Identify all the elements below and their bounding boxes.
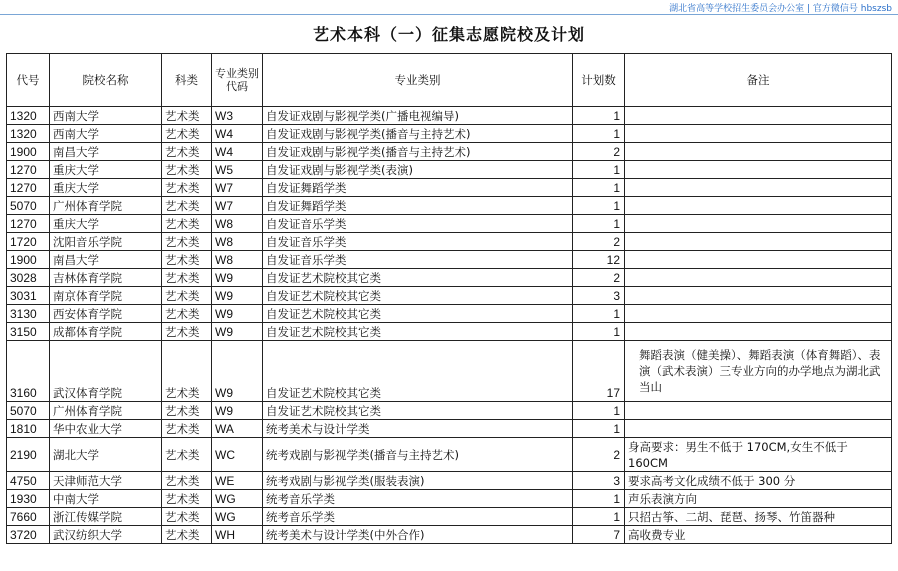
row-college: 南昌大学	[50, 251, 162, 269]
row-code: 1930	[7, 490, 50, 508]
row-category-code: WC	[212, 438, 263, 472]
row-subject: 艺术类	[162, 197, 212, 215]
row-subject: 艺术类	[162, 305, 212, 323]
row-plan: 1	[573, 161, 625, 179]
row-plan: 7	[573, 526, 625, 544]
row-subject: 艺术类	[162, 287, 212, 305]
table-row	[7, 269, 892, 287]
row-plan: 2	[573, 438, 625, 472]
row-note	[625, 107, 892, 125]
row-subject: 艺术类	[162, 125, 212, 143]
row-note	[625, 233, 892, 251]
row-category-code: W9	[212, 402, 263, 420]
row-subject: 艺术类	[162, 508, 212, 526]
row-major: 自发证艺术院校其它类	[263, 341, 573, 402]
row-plan: 1	[573, 490, 625, 508]
row-note	[625, 287, 892, 305]
row-category-code: WA	[212, 420, 263, 438]
row-note: 舞蹈表演（健美操）、舞蹈表演（体育舞蹈）、表演（武术表演）三专业方向的办学地点为湖北武当山	[625, 341, 892, 402]
row-plan: 3	[573, 472, 625, 490]
table-row	[7, 215, 892, 233]
table-row	[7, 341, 892, 402]
row-category-code: W9	[212, 323, 263, 341]
row-major: 自发证艺术院校其它类	[263, 269, 573, 287]
row-major: 自发证舞蹈学类	[263, 197, 573, 215]
row-note	[625, 305, 892, 323]
row-plan: 2	[573, 233, 625, 251]
row-code: 1900	[7, 143, 50, 161]
row-plan: 1	[573, 323, 625, 341]
row-major: 自发证戏剧与影视学类(播音与主持艺术)	[263, 125, 573, 143]
row-category-code: W9	[212, 341, 263, 402]
row-subject: 艺术类	[162, 490, 212, 508]
row-note: 高收费专业	[625, 526, 892, 544]
row-code: 3028	[7, 269, 50, 287]
row-college: 广州体育学院	[50, 402, 162, 420]
header-plan: 计划数	[573, 54, 625, 107]
row-subject: 艺术类	[162, 402, 212, 420]
row-code: 3031	[7, 287, 50, 305]
row-plan: 2	[573, 143, 625, 161]
row-subject: 艺术类	[162, 438, 212, 472]
header-category-code: 专业类别代码	[212, 54, 263, 107]
row-plan: 1	[573, 508, 625, 526]
row-code: 1270	[7, 215, 50, 233]
row-note	[625, 179, 892, 197]
row-subject: 艺术类	[162, 341, 212, 402]
table-row	[7, 402, 892, 420]
row-major: 自发证戏剧与影视学类(播音与主持艺术)	[263, 143, 573, 161]
row-category-code: W9	[212, 269, 263, 287]
row-subject: 艺术类	[162, 251, 212, 269]
row-note	[625, 215, 892, 233]
row-college: 重庆大学	[50, 179, 162, 197]
row-college: 西安体育学院	[50, 305, 162, 323]
row-plan: 1	[573, 215, 625, 233]
row-category-code: W8	[212, 251, 263, 269]
row-major: 统考戏剧与影视学类(播音与主持艺术)	[263, 438, 573, 472]
row-category-code: W7	[212, 179, 263, 197]
row-college: 重庆大学	[50, 215, 162, 233]
row-note	[625, 161, 892, 179]
row-plan: 1	[573, 107, 625, 125]
row-college: 浙江传媒学院	[50, 508, 162, 526]
row-code: 5070	[7, 402, 50, 420]
row-code: 3160	[7, 341, 50, 402]
row-category-code: W4	[212, 125, 263, 143]
row-major: 自发证戏剧与影视学类(表演)	[263, 161, 573, 179]
row-note: 身高要求：男生不低于 170CM,女生不低于 160CM	[625, 438, 892, 472]
row-subject: 艺术类	[162, 526, 212, 544]
table-row	[7, 179, 892, 197]
top-divider	[0, 14, 898, 15]
row-college: 吉林体育学院	[50, 269, 162, 287]
header-note: 备注	[625, 54, 892, 107]
row-college: 武汉纺织大学	[50, 526, 162, 544]
page-title: 艺术本科（一）征集志愿院校及计划	[312, 25, 585, 44]
table-row	[7, 161, 892, 179]
table-row	[7, 323, 892, 341]
table-row	[7, 107, 892, 125]
row-major: 自发证艺术院校其它类	[263, 323, 573, 341]
table-row	[7, 508, 892, 526]
publisher-line: 湖北省高等学校招生委员会办公室 | 官方微信号 hbszsb	[669, 4, 892, 14]
row-subject: 艺术类	[162, 472, 212, 490]
table-row	[7, 490, 892, 508]
table-row	[7, 420, 892, 438]
row-plan: 2	[573, 269, 625, 287]
row-college: 南昌大学	[50, 143, 162, 161]
row-plan: 1	[573, 125, 625, 143]
row-plan: 1	[573, 179, 625, 197]
table-row	[7, 125, 892, 143]
row-major: 自发证舞蹈学类	[263, 179, 573, 197]
row-subject: 艺术类	[162, 420, 212, 438]
row-major: 自发证音乐学类	[263, 251, 573, 269]
row-category-code: W9	[212, 305, 263, 323]
row-major: 自发证戏剧与影视学类(广播电视编导)	[263, 107, 573, 125]
row-plan: 1	[573, 197, 625, 215]
row-note	[625, 323, 892, 341]
row-category-code: WE	[212, 472, 263, 490]
table-header-row	[7, 54, 892, 107]
row-college: 广州体育学院	[50, 197, 162, 215]
row-note: 只招古筝、二胡、琵琶、扬琴、竹笛器种	[625, 508, 892, 526]
header-code: 代号	[7, 54, 50, 107]
row-major: 自发证艺术院校其它类	[263, 305, 573, 323]
row-code: 1900	[7, 251, 50, 269]
row-note	[625, 402, 892, 420]
row-category-code: WG	[212, 490, 263, 508]
table-body	[7, 107, 892, 544]
row-category-code: W5	[212, 161, 263, 179]
row-code: 5070	[7, 197, 50, 215]
row-category-code: W8	[212, 215, 263, 233]
row-major: 自发证艺术院校其它类	[263, 402, 573, 420]
row-code: 3150	[7, 323, 50, 341]
table-row	[7, 197, 892, 215]
row-category-code: W4	[212, 143, 263, 161]
row-code: 1270	[7, 161, 50, 179]
row-subject: 艺术类	[162, 233, 212, 251]
row-category-code: W8	[212, 233, 263, 251]
row-subject: 艺术类	[162, 269, 212, 287]
row-note: 要求高考文化成绩不低于 300 分	[625, 472, 892, 490]
row-major: 统考戏剧与影视学类(服装表演)	[263, 472, 573, 490]
row-subject: 艺术类	[162, 161, 212, 179]
row-note	[625, 269, 892, 287]
header-subject: 科类	[162, 54, 212, 107]
row-code: 1320	[7, 125, 50, 143]
row-major: 统考音乐学类	[263, 490, 573, 508]
row-major: 统考音乐学类	[263, 508, 573, 526]
table-row	[7, 305, 892, 323]
row-note: 声乐表演方向	[625, 490, 892, 508]
row-code: 7660	[7, 508, 50, 526]
row-major: 自发证音乐学类	[263, 215, 573, 233]
row-college: 湖北大学	[50, 438, 162, 472]
row-college: 武汉体育学院	[50, 341, 162, 402]
row-code: 3130	[7, 305, 50, 323]
row-plan: 3	[573, 287, 625, 305]
header-college: 院校名称	[50, 54, 162, 107]
row-college: 沈阳音乐学院	[50, 233, 162, 251]
row-subject: 艺术类	[162, 179, 212, 197]
row-category-code: W9	[212, 287, 263, 305]
plan-table	[6, 53, 892, 544]
row-major: 统考美术与设计学类(中外合作)	[263, 526, 573, 544]
table-row	[7, 438, 892, 472]
row-code: 1810	[7, 420, 50, 438]
table-row	[7, 143, 892, 161]
table-row	[7, 251, 892, 269]
row-college: 南京体育学院	[50, 287, 162, 305]
row-plan: 1	[573, 402, 625, 420]
row-code: 1270	[7, 179, 50, 197]
row-note	[625, 143, 892, 161]
row-subject: 艺术类	[162, 215, 212, 233]
row-college: 成都体育学院	[50, 323, 162, 341]
row-note	[625, 251, 892, 269]
row-major: 统考美术与设计学类	[263, 420, 573, 438]
top-bar	[0, 0, 898, 15]
row-category-code: WH	[212, 526, 263, 544]
row-major: 自发证艺术院校其它类	[263, 287, 573, 305]
row-note	[625, 420, 892, 438]
row-major: 自发证音乐学类	[263, 233, 573, 251]
row-plan: 12	[573, 251, 625, 269]
row-plan: 17	[573, 341, 625, 402]
table-row	[7, 472, 892, 490]
header-major: 专业类别	[263, 54, 573, 107]
row-category-code: W3	[212, 107, 263, 125]
row-category-code: W7	[212, 197, 263, 215]
row-note	[625, 125, 892, 143]
row-college: 中南大学	[50, 490, 162, 508]
row-college: 西南大学	[50, 125, 162, 143]
row-plan: 1	[573, 420, 625, 438]
table-row	[7, 526, 892, 544]
row-college: 西南大学	[50, 107, 162, 125]
table-row	[7, 233, 892, 251]
row-subject: 艺术类	[162, 323, 212, 341]
row-subject: 艺术类	[162, 107, 212, 125]
row-college: 华中农业大学	[50, 420, 162, 438]
row-code: 3720	[7, 526, 50, 544]
row-code: 4750	[7, 472, 50, 490]
row-subject: 艺术类	[162, 143, 212, 161]
table-row	[7, 287, 892, 305]
row-code: 1720	[7, 233, 50, 251]
row-college: 天津师范大学	[50, 472, 162, 490]
row-code: 2190	[7, 438, 50, 472]
row-note	[625, 197, 892, 215]
row-plan: 1	[573, 305, 625, 323]
row-code: 1320	[7, 107, 50, 125]
row-college: 重庆大学	[50, 161, 162, 179]
row-category-code: WG	[212, 508, 263, 526]
